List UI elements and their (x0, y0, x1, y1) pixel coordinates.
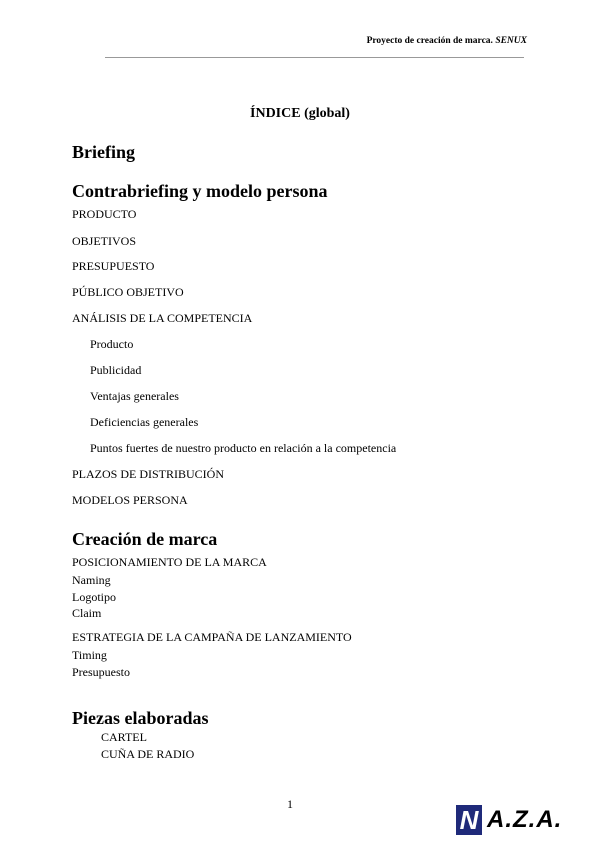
toc-subitem-ventajas: Ventajas generales (90, 389, 179, 403)
page-number: 1 (287, 797, 293, 811)
toc-item-producto: PRODUCTO (72, 207, 137, 221)
toc-item-presupuesto-campana: Presupuesto (72, 665, 130, 679)
toc-subitem-publicidad: Publicidad (90, 363, 142, 377)
toc-subitem-producto: Producto (90, 337, 134, 351)
toc-subitem-deficiencias: Deficiencias generales (90, 415, 199, 429)
toc-item-timing: Timing (72, 648, 107, 662)
naza-logo (456, 804, 562, 836)
index-title: ÍNDICE (global) (250, 106, 350, 121)
page-header (367, 36, 527, 46)
logo-n-mark: N (456, 805, 482, 835)
section-briefing: Briefing (72, 142, 135, 162)
header-brand: SENUX (495, 36, 527, 46)
toc-item-presupuesto: PRESUPUESTO (72, 259, 155, 273)
toc-item-cuna-radio: CUÑA DE RADIO (101, 747, 195, 761)
section-creacion-marca: Creación de marca (72, 529, 218, 549)
toc-item-objetivos: OBJETIVOS (72, 234, 137, 248)
toc-item-logotipo: Logotipo (72, 590, 116, 604)
logo-text: A.Z.A. (487, 806, 563, 833)
toc-item-claim: Claim (72, 606, 102, 620)
header-title: Proyecto de creación de marca. (366, 36, 493, 46)
toc-item-cartel: CARTEL (101, 730, 147, 744)
toc-item-posicionamiento: POSICIONAMIENTO DE LA MARCA (72, 555, 267, 569)
section-piezas: Piezas elaboradas (72, 708, 209, 728)
toc-item-publico-objetivo: PÚBLICO OBJETIVO (72, 285, 184, 299)
header-rule (105, 57, 524, 58)
section-contrabriefing: Contrabriefing y modelo persona (72, 181, 328, 201)
toc-subitem-puntos-fuertes: Puntos fuertes de nuestro producto en relación a la competencia (90, 441, 397, 455)
toc-item-estrategia: ESTRATEGIA DE LA CAMPAÑA DE LANZAMIENTO (72, 630, 352, 644)
toc-item-plazos: PLAZOS DE DISTRIBUCIÓN (72, 467, 225, 481)
toc-item-analisis-competencia: ANÁLISIS DE LA COMPETENCIA (72, 311, 253, 325)
toc-item-naming: Naming (72, 573, 111, 587)
toc-item-modelos-persona: MODELOS PERSONA (72, 493, 188, 507)
